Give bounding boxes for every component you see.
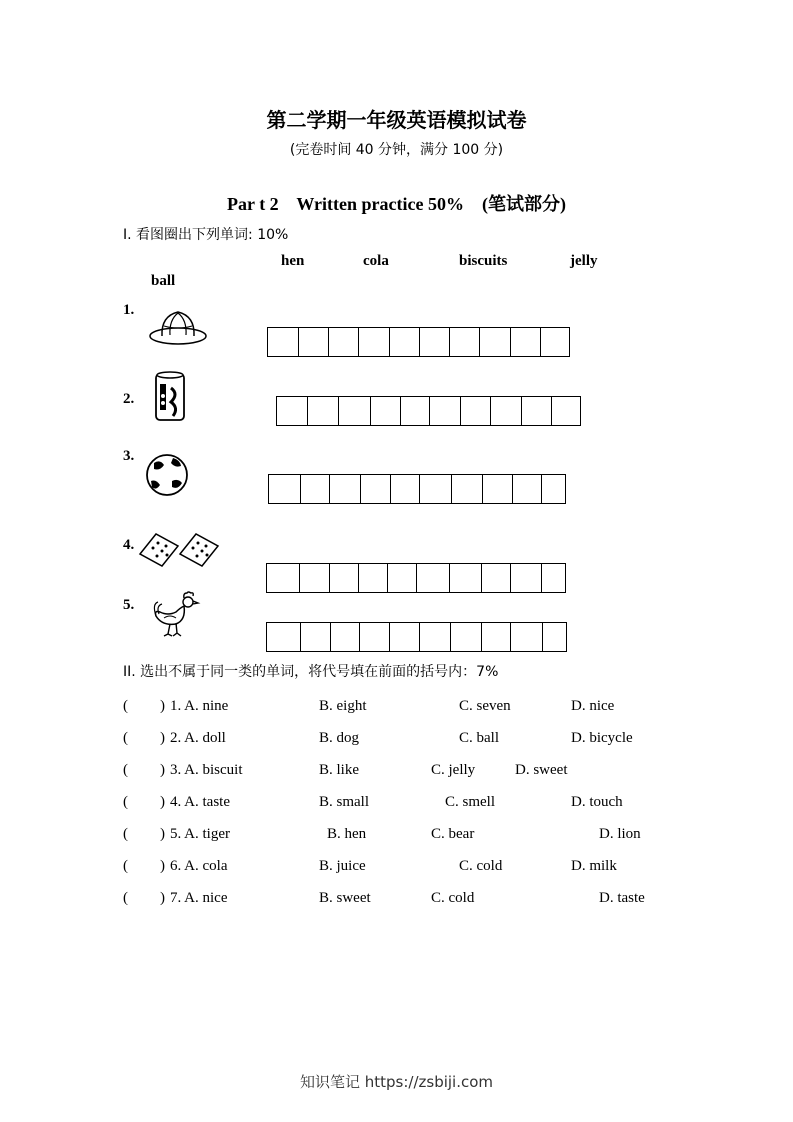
- option-d: D. bicycle: [571, 730, 633, 746]
- answer-paren-open[interactable]: (: [123, 794, 128, 810]
- letter-box[interactable]: [512, 474, 541, 504]
- hen-icon: [150, 590, 202, 640]
- option-d: D. touch: [571, 794, 623, 810]
- letter-box[interactable]: [360, 474, 390, 504]
- answer-paren-close: ): [160, 826, 165, 842]
- answer-boxes-5[interactable]: [266, 622, 567, 652]
- answer-paren-close: ): [160, 762, 165, 778]
- letter-box[interactable]: [482, 474, 512, 504]
- letter-box[interactable]: [510, 622, 542, 652]
- word-hen: hen: [281, 253, 305, 269]
- letter-box[interactable]: [510, 563, 541, 593]
- letter-box[interactable]: [451, 474, 482, 504]
- word-jelly: jelly: [570, 253, 598, 269]
- answer-paren-open[interactable]: (: [123, 762, 128, 778]
- answer-paren-open[interactable]: (: [123, 890, 128, 906]
- answer-paren-close: ): [160, 794, 165, 810]
- option-c: C. cold: [459, 858, 503, 874]
- letter-box[interactable]: [389, 622, 419, 652]
- letter-box[interactable]: [460, 396, 490, 426]
- item-number: 4.: [123, 537, 135, 553]
- letter-box[interactable]: [390, 474, 419, 504]
- option-d: D. taste: [599, 890, 645, 906]
- letter-box[interactable]: [490, 396, 521, 426]
- option-b: B. small: [319, 794, 370, 810]
- part-heading: Par t 2 Written practice 50% (笔试部分): [227, 194, 566, 214]
- letter-box[interactable]: [329, 563, 358, 593]
- option-a: 2. A. doll: [170, 730, 226, 746]
- letter-box[interactable]: [479, 327, 510, 357]
- letter-box[interactable]: [330, 622, 359, 652]
- answer-boxes-4[interactable]: [266, 563, 566, 593]
- letter-box[interactable]: [416, 563, 449, 593]
- page-title: 第二学期一年级英语模拟试卷: [266, 108, 527, 132]
- option-b: B. eight: [319, 698, 367, 714]
- cola-can-icon: [152, 370, 188, 424]
- answer-paren-open[interactable]: (: [123, 826, 128, 842]
- letter-box[interactable]: [300, 474, 329, 504]
- option-a: 3. A. biscuit: [170, 762, 243, 778]
- section2-heading: II. 选出不属于同一类的单词，将代号填在前面的括号内：7%: [123, 664, 499, 680]
- letter-box[interactable]: [389, 327, 419, 357]
- letter-box[interactable]: [370, 396, 400, 426]
- option-d: D. lion: [599, 826, 641, 842]
- letter-box[interactable]: [266, 622, 300, 652]
- letter-box[interactable]: [299, 563, 329, 593]
- letter-box[interactable]: [419, 622, 450, 652]
- letter-box[interactable]: [400, 396, 429, 426]
- answer-paren-open[interactable]: (: [123, 698, 128, 714]
- option-c: C. seven: [459, 698, 511, 714]
- option-b: B. dog: [319, 730, 360, 746]
- letter-box[interactable]: [359, 622, 389, 652]
- letter-box[interactable]: [268, 474, 300, 504]
- option-d: D. milk: [571, 858, 617, 874]
- answer-paren-close: ): [160, 698, 165, 714]
- letter-box[interactable]: [481, 622, 510, 652]
- ball-icon: [144, 453, 190, 497]
- option-a: 7. A. nice: [170, 890, 228, 906]
- answer-paren-close: ): [160, 890, 165, 906]
- letter-box[interactable]: [358, 327, 389, 357]
- letter-box[interactable]: [328, 327, 358, 357]
- answer-paren-open[interactable]: (: [123, 858, 128, 874]
- answer-boxes-1[interactable]: [267, 327, 570, 357]
- letter-box[interactable]: [266, 563, 299, 593]
- option-b: B. sweet: [319, 890, 371, 906]
- item-number: 3.: [123, 448, 135, 464]
- answer-paren-open[interactable]: (: [123, 730, 128, 746]
- answer-boxes-2[interactable]: [276, 396, 581, 426]
- answer-paren-close: ): [160, 858, 165, 874]
- letter-box[interactable]: [298, 327, 328, 357]
- letter-box[interactable]: [541, 474, 566, 504]
- letter-box[interactable]: [276, 396, 307, 426]
- letter-box[interactable]: [358, 563, 387, 593]
- letter-box[interactable]: [449, 327, 479, 357]
- option-a: 4. A. taste: [170, 794, 230, 810]
- letter-box[interactable]: [510, 327, 540, 357]
- answer-boxes-3[interactable]: [268, 474, 566, 504]
- option-c: C. smell: [445, 794, 496, 810]
- footer-watermark: 知识笔记 https://zsbiji.com: [299, 1073, 494, 1091]
- letter-box[interactable]: [329, 474, 360, 504]
- letter-box[interactable]: [338, 396, 370, 426]
- option-c: C. cold: [431, 890, 475, 906]
- letter-box[interactable]: [449, 563, 481, 593]
- letter-box[interactable]: [429, 396, 460, 426]
- letter-box[interactable]: [307, 396, 338, 426]
- option-c: C. bear: [431, 826, 475, 842]
- letter-box[interactable]: [481, 563, 510, 593]
- jelly-icon: [148, 308, 208, 346]
- answer-paren-close: ): [160, 730, 165, 746]
- letter-box[interactable]: [542, 622, 567, 652]
- option-d: D. sweet: [515, 762, 568, 778]
- option-a: 6. A. cola: [170, 858, 228, 874]
- letter-box[interactable]: [450, 622, 481, 652]
- item-number: 5.: [123, 597, 135, 613]
- option-b: B. juice: [319, 858, 366, 874]
- word-ball: ball: [151, 273, 176, 289]
- letter-box[interactable]: [300, 622, 330, 652]
- letter-box[interactable]: [541, 563, 566, 593]
- letter-box[interactable]: [540, 327, 570, 357]
- biscuits-icon: [134, 528, 222, 572]
- item-number: 1.: [123, 302, 135, 318]
- option-a: 5. A. tiger: [170, 826, 230, 842]
- option-c: C. ball: [459, 730, 499, 746]
- letter-box[interactable]: [387, 563, 416, 593]
- letter-box[interactable]: [551, 396, 581, 426]
- option-b: B. like: [319, 762, 359, 778]
- section1-heading: I. 看图圈出下列单词: 10%: [123, 227, 289, 243]
- letter-box[interactable]: [267, 327, 298, 357]
- word-biscuits: biscuits: [459, 253, 508, 269]
- letter-box[interactable]: [521, 396, 551, 426]
- option-c: C. jelly: [431, 762, 476, 778]
- letter-box[interactable]: [419, 327, 449, 357]
- option-a: 1. A. nine: [170, 698, 229, 714]
- letter-box[interactable]: [419, 474, 451, 504]
- word-cola: cola: [363, 253, 389, 269]
- page-subtitle: (完卷时间 40 分钟，满分 100 分): [289, 142, 504, 158]
- item-number: 2.: [123, 391, 135, 407]
- option-d: D. nice: [571, 698, 615, 714]
- option-b: B. hen: [327, 826, 367, 842]
